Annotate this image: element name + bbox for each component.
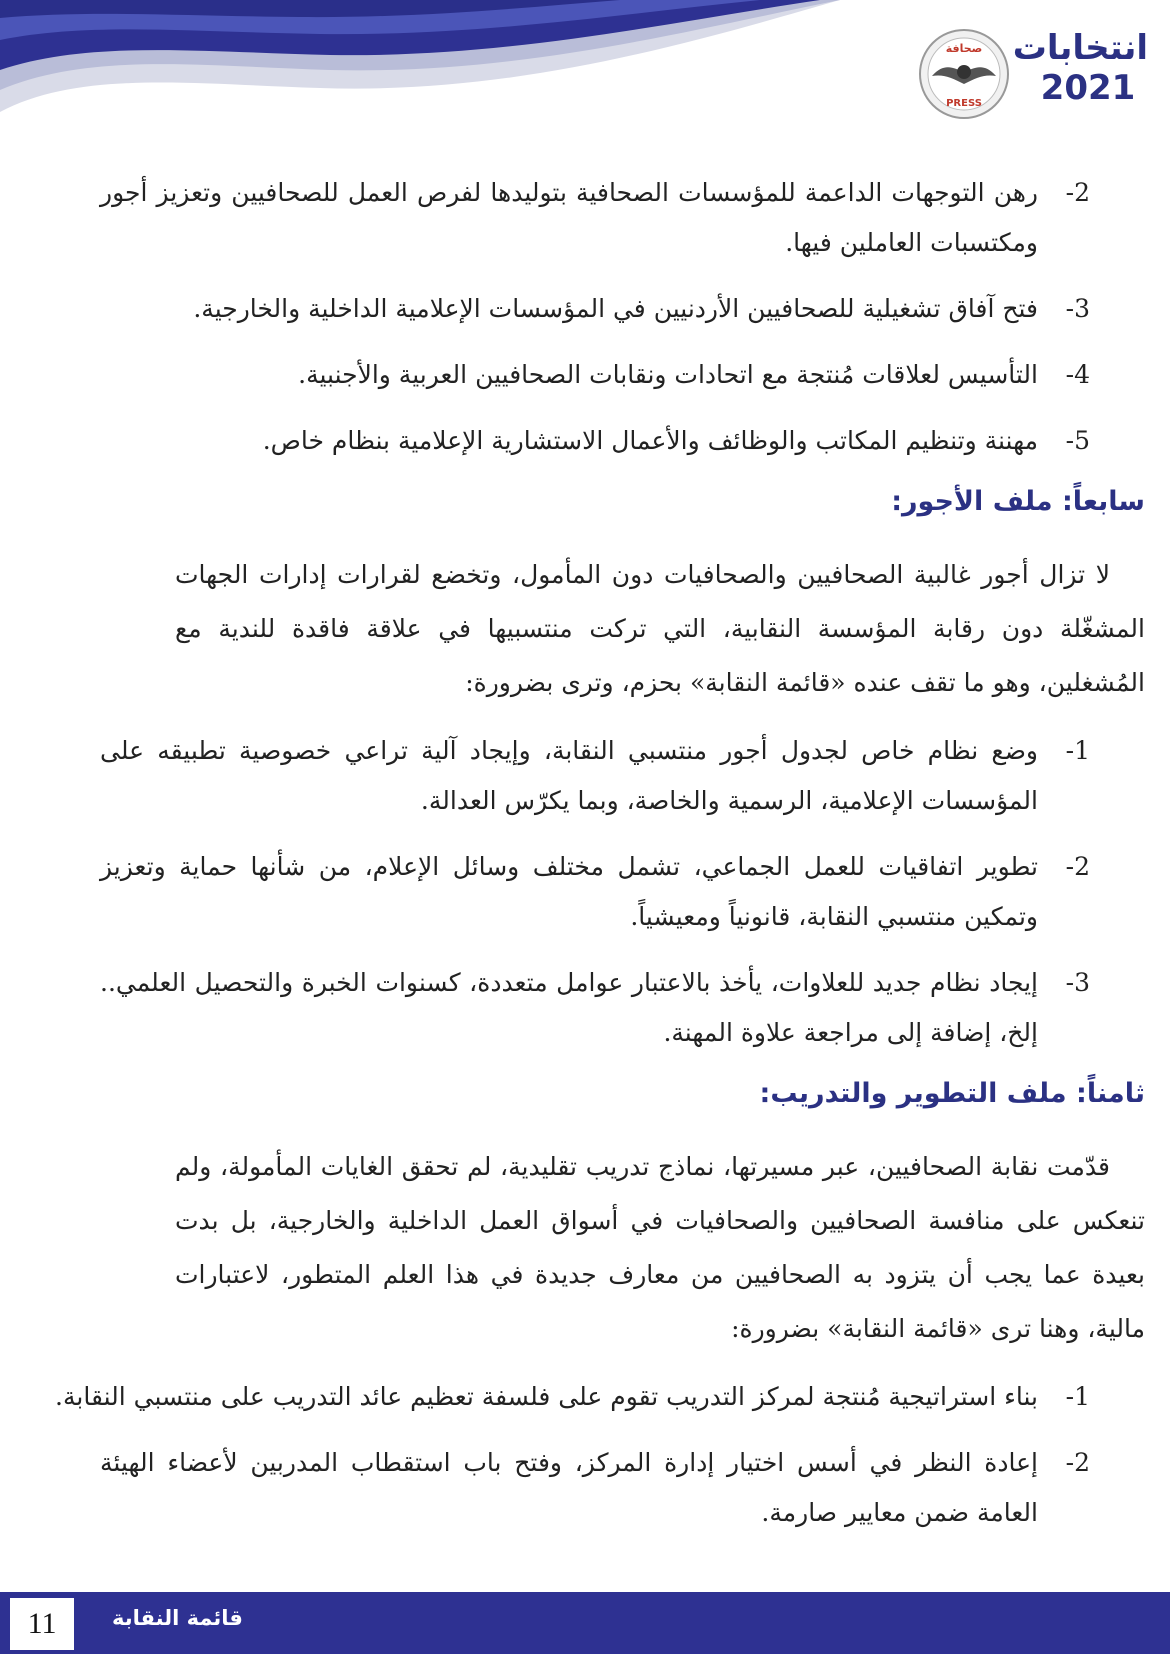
- list-item-text: التأسيس لعلاقات مُنتجة مع اتحادات ونقابات الصحافيين العربية والأجنبية.: [298, 360, 1038, 389]
- list-item-text: بناء استراتيجية مُنتجة لمركز التدريب تقوم على فلسفة تعظيم عائد التدريب على منتسبي النقابة.: [55, 1382, 1038, 1411]
- list-item-number: 2-: [1065, 178, 1090, 207]
- list-item-text: وضع نظام خاص لجدول أجور منتسبي النقابة، وإيجاد آلية تراعي خصوصية تطبيقه على المؤسسات الإعلامية، الرسمية والخاصة، وبما يكرّس العدالة.: [100, 736, 1038, 815]
- list-item: [100, 958, 1090, 1058]
- list-item-text: إيجاد نظام جديد للعلاوات، يأخذ بالاعتبار عوامل متعددة، كسنوات الخبرة والتحصيل العلمي.. إلخ، إضافة إلى مراجعة علاوة المهنة.: [100, 968, 1038, 1047]
- page-footer: [0, 1592, 1170, 1654]
- list-item-text: فتح آفاق تشغيلية للصحافيين الأردنيين في المؤسسات الإعلامية الداخلية والخارجية.: [193, 294, 1038, 323]
- section-intro-training: قدّمت نقابة الصحافيين، عبر مسيرتها، نماذج تدريب تقليدية، لم تحقق الغايات المأمولة، ولم تنعكس على منافسة الصحافيين والصحافيات في أسواق العمل الداخلية والخارجية، بل بدت بعيدة عما يجب أن يتزود به الصحافيين من معارف جديدة في هذا العلم المتطور، لاعتبارات مالية، وهنا ترى «قائمة النقابة» بضرورة:: [175, 1152, 1145, 1343]
- list-item-number: 1-: [1065, 736, 1090, 765]
- header-wave-decoration: [0, 0, 840, 150]
- page-content: [55, 168, 1145, 1554]
- press-union-logo: [918, 28, 1010, 120]
- list-item-text: إعادة النظر في أسس اختيار إدارة المركز، وفتح باب استقطاب المدربين لأعضاء الهيئة العامة ضمن معايير صارمة.: [100, 1448, 1038, 1527]
- header-title: انتخابات: [1012, 28, 1148, 68]
- section-heading-training: ثامناً: ملف التطوير والتدريب:: [759, 1078, 1145, 1109]
- list-item-number: 3-: [1065, 968, 1090, 997]
- list-item-number: 2-: [1065, 1448, 1090, 1477]
- list-item: [55, 1372, 1090, 1422]
- list-item-number: 1-: [1065, 1382, 1090, 1411]
- section-heading-wages: سابعاً: ملف الأجور:: [891, 486, 1145, 517]
- list-item-number: 3-: [1065, 294, 1090, 323]
- list-item: [100, 284, 1090, 334]
- list-item: [100, 350, 1090, 400]
- list-item-text: رهن التوجهات الداعمة للمؤسسات الصحافية بتوليدها لفرص العمل للصحافيين وتعزيز أجور ومكتسبات العاملين فيها.: [100, 178, 1038, 257]
- list-item: [100, 168, 1090, 268]
- header-year: 2021: [1040, 68, 1136, 108]
- list-item: [100, 842, 1090, 942]
- logo-text-bottom: PRESS: [946, 98, 982, 109]
- list-item-number: 5-: [1065, 426, 1090, 455]
- logo-text-top: صحافة: [945, 42, 983, 55]
- list-item-text: مهننة وتنظيم المكاتب والوظائف والأعمال الاستشارية الإعلامية بنظام خاص.: [262, 426, 1038, 455]
- section-intro-wages: لا تزال أجور غالبية الصحافيين والصحافيات دون المأمول، وتخضع لقرارات إدارات الجهات المشغّلة دون رقابة المؤسسة النقابية، التي تركت منتسبيها في علاقة فاقدة للندية مع المُشغلين، وهو ما تقف عنده «قائمة النقابة» بحزم، وترى بضرورة:: [175, 560, 1145, 697]
- page-number: 11: [10, 1598, 74, 1650]
- list-item: [100, 726, 1090, 826]
- list-item: [100, 1438, 1090, 1538]
- list-item-number: 4-: [1065, 360, 1090, 389]
- header-brand: [1012, 28, 1148, 108]
- list-item-number: 2-: [1065, 852, 1090, 881]
- list-item-text: تطوير اتفاقيات للعمل الجماعي، تشمل مختلف وسائل الإعلام، من شأنها حماية وتعزيز وتمكين منتسبي النقابة، قانونياً ومعيشياً.: [100, 852, 1038, 931]
- list-item: [100, 416, 1090, 466]
- footer-label: قائمة النقابة: [112, 1606, 243, 1630]
